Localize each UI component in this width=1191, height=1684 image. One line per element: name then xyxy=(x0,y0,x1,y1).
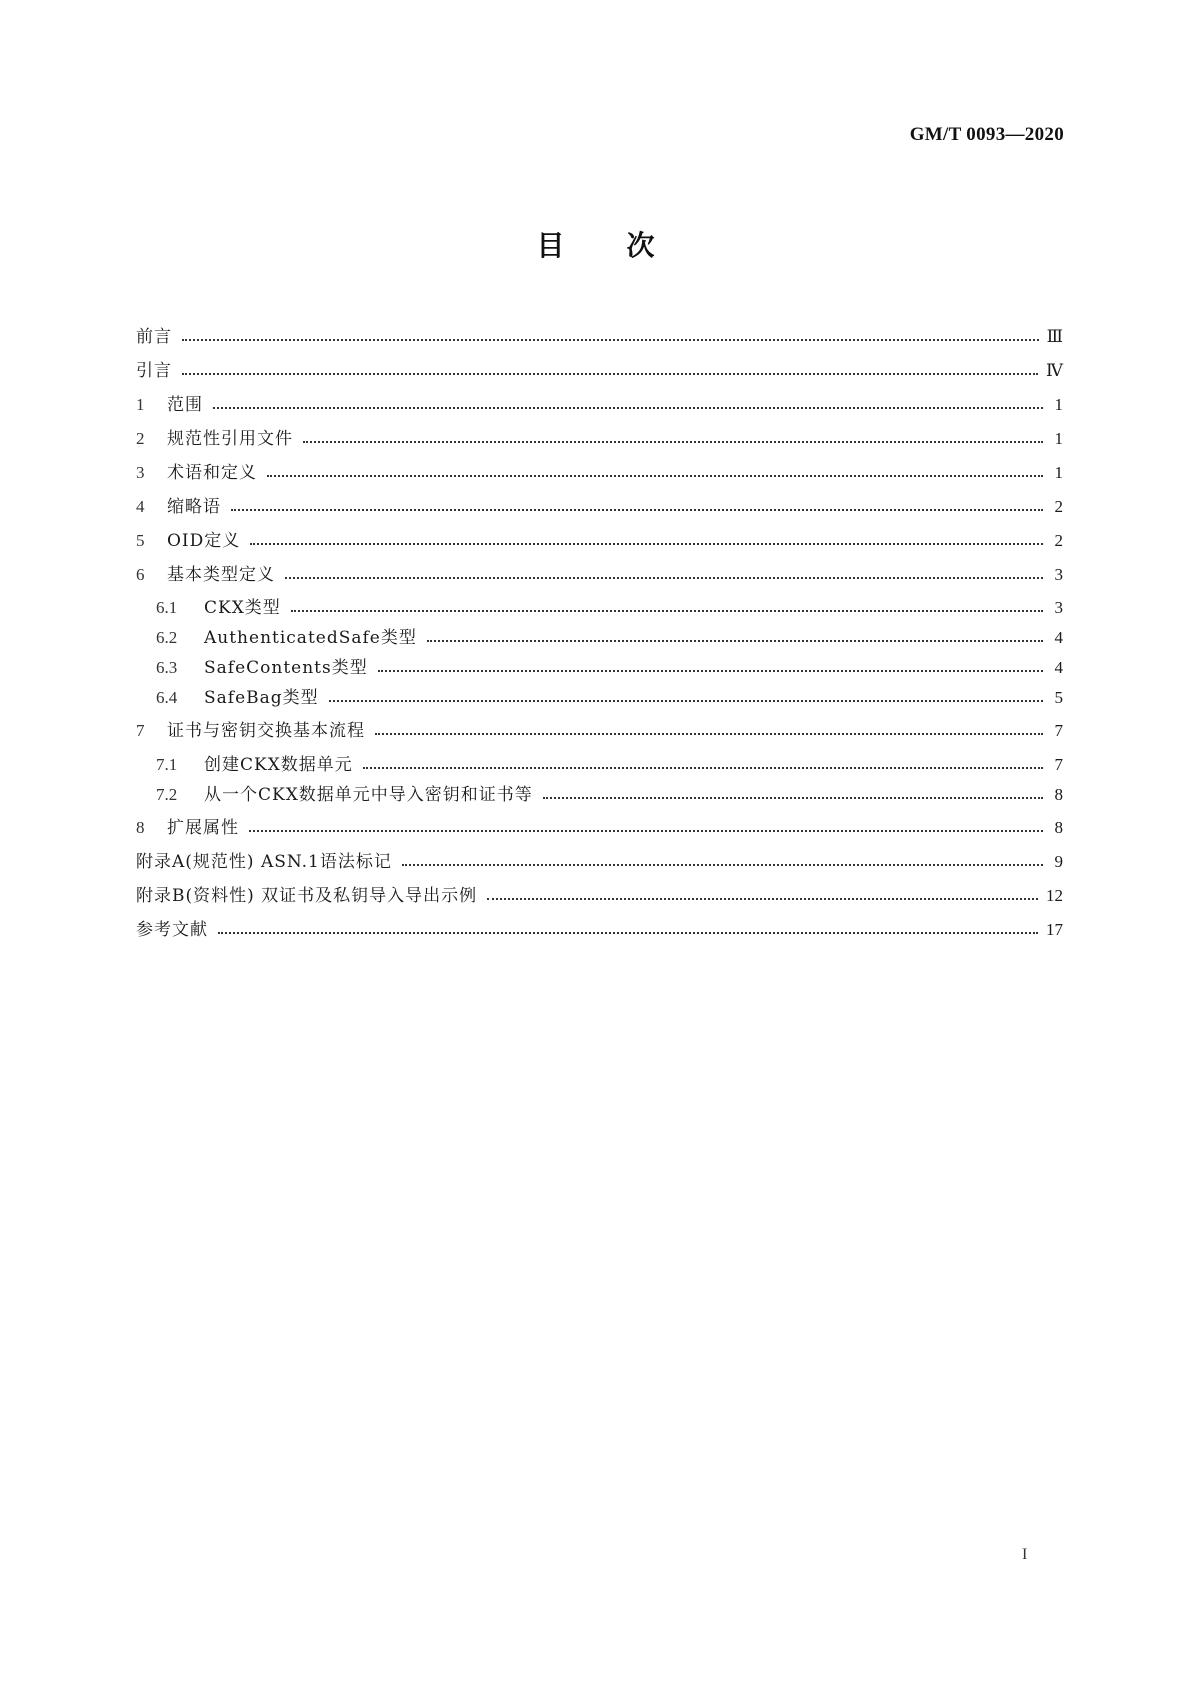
dot-leader xyxy=(231,509,1043,511)
toc-entry-extension-attributes[interactable] xyxy=(136,813,1063,843)
toc-entry-number: 5 xyxy=(136,531,145,550)
toc-entry-title: 扩展属性 xyxy=(167,818,239,838)
dot-leader xyxy=(249,830,1043,832)
toc-entry-title: OID定义 xyxy=(167,531,241,551)
toc-entry-title: SafeContents类型 xyxy=(204,658,368,678)
toc-entry-page: 1 xyxy=(1054,395,1063,414)
toc-entry-authenticatedsafe-type[interactable] xyxy=(156,623,1063,653)
toc-entry-appendix-a[interactable] xyxy=(136,847,1063,877)
dot-leader xyxy=(285,577,1043,579)
toc-entry-number: 6 xyxy=(136,565,145,584)
dot-leader xyxy=(291,610,1043,612)
toc-entry-title: 创建CKX数据单元 xyxy=(204,755,353,775)
toc-entry-number: 6.4 xyxy=(156,688,178,707)
dot-leader xyxy=(427,640,1043,642)
toc-entry-oid-definitions[interactable] xyxy=(136,526,1063,556)
toc-entry-title: 参考文献 xyxy=(136,920,208,940)
toc-entry-title: SafeBag类型 xyxy=(204,688,319,708)
toc-entry-create-ckx-unit[interactable] xyxy=(156,750,1063,780)
toc-entry-page: 3 xyxy=(1054,598,1063,617)
toc-entry-number: 6.2 xyxy=(156,628,178,647)
document-code: GM/T 0093—2020 xyxy=(909,124,1064,145)
toc-entry-abbreviations[interactable] xyxy=(136,492,1063,522)
toc-entry-title: CKX类型 xyxy=(204,598,281,618)
toc-entry-page: 7 xyxy=(1054,721,1063,740)
dot-leader xyxy=(250,543,1043,545)
toc-entry-title: 缩略语 xyxy=(167,497,221,517)
toc-entry-page: 3 xyxy=(1054,565,1063,584)
toc-entry-page: 7 xyxy=(1054,755,1063,774)
toc-entry-page: 1 xyxy=(1054,463,1063,482)
toc-entry-title: 基本类型定义 xyxy=(167,565,275,585)
toc-entry-number: 7.2 xyxy=(156,785,178,804)
toc-entry-exchange-process[interactable] xyxy=(136,716,1063,746)
toc-entry-number: 4 xyxy=(136,497,145,516)
toc-entry-foreword[interactable] xyxy=(136,322,1063,352)
toc-entry-page: 12 xyxy=(1046,886,1063,905)
dot-leader xyxy=(375,733,1043,735)
toc-entry-basic-types[interactable] xyxy=(136,560,1063,590)
toc-entry-page: 9 xyxy=(1054,852,1063,871)
toc-entry-scope[interactable] xyxy=(136,390,1063,420)
toc-entry-title: 附录B(资料性) 双证书及私钥导入导出示例 xyxy=(136,886,478,906)
toc-entry-title: 规范性引用文件 xyxy=(167,429,293,449)
toc-entry-safebag-type[interactable] xyxy=(156,683,1063,713)
toc-entry-page: 1 xyxy=(1054,429,1063,448)
toc-entry-appendix-b[interactable] xyxy=(136,881,1063,911)
toc-entry-bibliography[interactable] xyxy=(136,915,1063,945)
toc-entry-title: 范围 xyxy=(167,395,203,415)
toc-entry-page: Ⅳ xyxy=(1046,361,1063,380)
toc-entry-title: 证书与密钥交换基本流程 xyxy=(167,721,365,741)
dot-leader xyxy=(543,797,1043,799)
dot-leader xyxy=(329,700,1043,702)
toc-entry-number: 7 xyxy=(136,721,145,740)
toc-entry-page: 8 xyxy=(1054,818,1063,837)
toc-entry-number: 3 xyxy=(136,463,145,482)
toc-entry-title: 附录A(规范性) ASN.1语法标记 xyxy=(136,852,392,872)
toc-entry-title: AuthenticatedSafe类型 xyxy=(204,628,417,648)
dot-leader xyxy=(402,864,1043,866)
dot-leader xyxy=(218,932,1038,934)
toc-entry-title: 前言 xyxy=(136,327,172,347)
toc-entry-page: 8 xyxy=(1054,785,1063,804)
dot-leader xyxy=(303,441,1043,443)
toc-entry-normative-references[interactable] xyxy=(136,424,1063,454)
toc-entry-page: 4 xyxy=(1054,628,1063,647)
dot-leader xyxy=(487,898,1038,900)
toc-entry-number: 7.1 xyxy=(156,755,178,774)
toc-entry-safecontents-type[interactable] xyxy=(156,653,1063,683)
toc-entry-page: 5 xyxy=(1054,688,1063,707)
toc-entry-title: 术语和定义 xyxy=(167,463,257,483)
toc-entry-number: 6.1 xyxy=(156,598,178,617)
dot-leader xyxy=(182,339,1039,341)
dot-leader xyxy=(378,670,1043,672)
dot-leader xyxy=(213,407,1043,409)
dot-leader xyxy=(267,475,1043,477)
toc-entry-number: 6.3 xyxy=(156,658,178,677)
toc-entry-number: 1 xyxy=(136,395,145,414)
toc-entry-page: 2 xyxy=(1054,497,1063,516)
toc-entry-page: Ⅲ xyxy=(1046,327,1063,346)
toc-entry-ckx-type[interactable] xyxy=(156,593,1063,623)
dot-leader xyxy=(363,767,1043,769)
toc-entry-page: 17 xyxy=(1046,920,1063,939)
toc-entry-import-from-ckx-unit[interactable] xyxy=(156,780,1063,810)
toc-entry-terms-definitions[interactable] xyxy=(136,458,1063,488)
toc-entry-title: 从一个CKX数据单元中导入密钥和证书等 xyxy=(204,785,533,805)
toc-entry-title: 引言 xyxy=(136,361,172,381)
page-number: I xyxy=(1022,1546,1028,1563)
dot-leader xyxy=(182,373,1038,375)
toc-entry-page: 2 xyxy=(1054,531,1063,550)
toc-entry-page: 4 xyxy=(1054,658,1063,677)
toc-entry-number: 8 xyxy=(136,818,145,837)
toc-title: 目次 xyxy=(536,229,717,262)
toc-entry-introduction[interactable] xyxy=(136,356,1063,386)
toc-entry-number: 2 xyxy=(136,429,145,448)
